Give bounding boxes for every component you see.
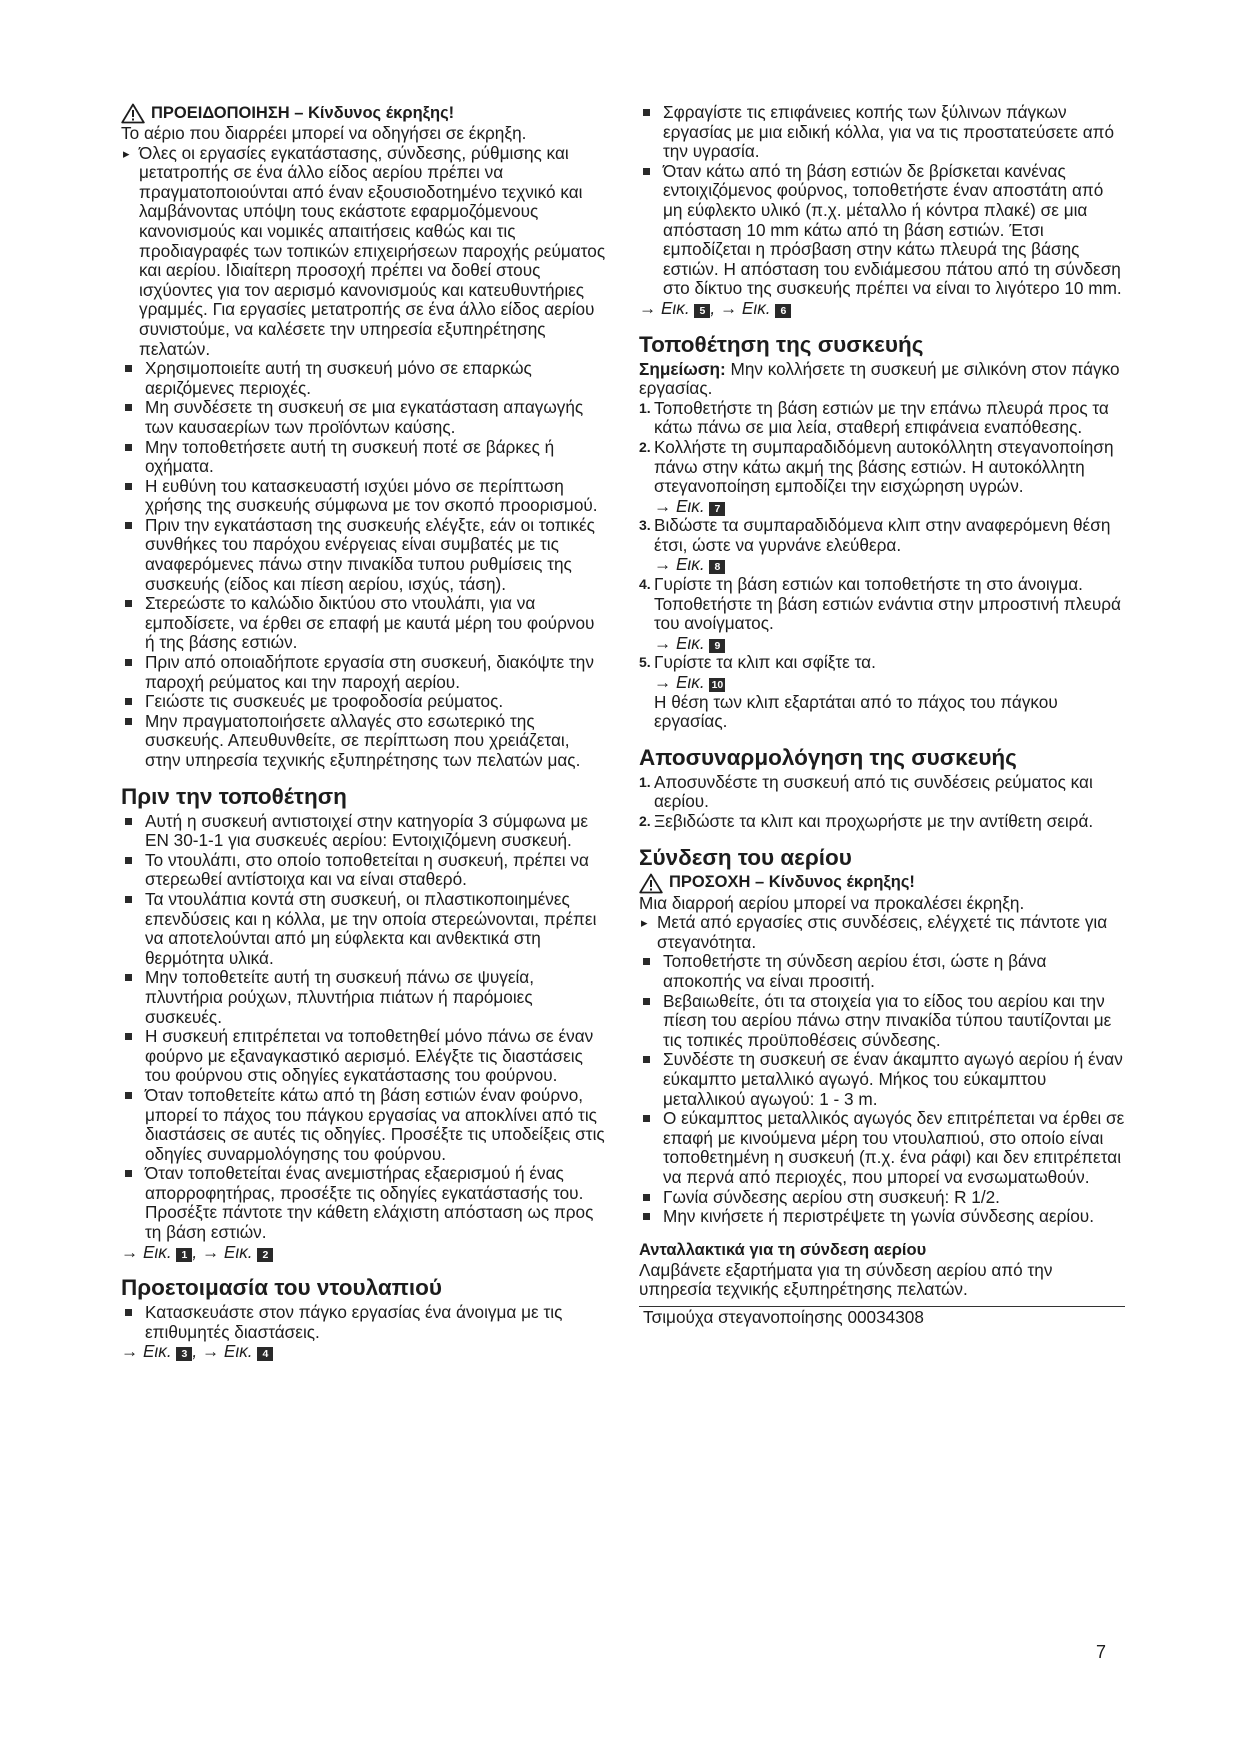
warning-title-row (121, 103, 608, 124)
caution-title: ΠΡΟΣΟΧΗ – Κίνδυνος έκρηξης! (669, 873, 915, 892)
list-item: Στερεώστε το καλώδιο δικτύου στο ντουλάπι, για να εμποδίσετε, να έρθει σε επαφή με καυτά μέρη του φούρνου ή της βάσης εστιών. (121, 594, 608, 653)
list-item: Μην κινήσετε ή περιστρέψετε τη γωνία σύνδεσης αερίου. (639, 1207, 1125, 1227)
page-number: 7 (1096, 1642, 1107, 1662)
step-item: 3. Βιδώστε τα συμπαραδιδόμενα κλιπ στην αναφερόμενη θέση έτσι, ώστε να γυρνάνε ελεύθερα. → Εικ. 8 (639, 516, 1125, 575)
figure-badge: 1 (176, 1248, 192, 1262)
warning-triangle-icon (639, 873, 663, 894)
step-item: 2. Κολλήστε τη συμπαραδιδόμενη αυτοκόλλητη στεγανοποίηση πάνω στην κάτω ακμή της βάσης εστιών. Η αυτοκόλλητη στεγανοποίηση εμποδίζει την εισχώρηση υγρών. → Εικ. 7 (639, 438, 1125, 516)
section-heading-placement: Τοποθέτηση της συσκευής (639, 331, 924, 357)
caution-text: Μια διαρροή αερίου μπορεί να προκαλέσει έκρηξη. (639, 892, 1025, 913)
list-item: Πριν την εγκατάσταση της συσκευής ελέγξτε, εάν οι τοπικές συνθήκες του παρόχου ενέργειας είναι συμβατές με τις αναφερόμενες πάνω στην πινακίδα τυπου ρυθμίσεις της συσκευής (είδος και πίεση αερίου, ισχύς, τάση). (121, 516, 608, 594)
list-item: Χρησιμοποιείτε αυτή τη συσκευή μόνο σε επαρκώς αεριζόμενες περιοχές. (121, 359, 608, 398)
list-item: Πριν από οποιαδήποτε εργασία στη συσκευή, διακόψτε την παροχή ρεύματος και την παροχή αερίου. (121, 653, 608, 692)
spares-text: Λαμβάνετε εξαρτήματα για τη σύνδεση αερίου από την υπηρεσία τεχνικής εξυπηρέτησης πελατών. (639, 1259, 1053, 1300)
left-column (121, 103, 608, 1362)
step-item: 4. Γυρίστε τη βάση εστιών και τοποθετήστε τη στο άνοιγμα. Τοποθετήστε τη βάση εστιών ενάντια στην μπροστινή πλευρά του ανοίγματος. → Εικ. 9 (639, 575, 1125, 653)
figure-badge: 4 (257, 1347, 273, 1361)
list-item: Αυτή η συσκευή αντιστοιχεί στην κατηγορία 3 σύμφωνα με EN 30-1-1 για συσκευές αερίου: Εντοιχιζόμενη συσκευή. (121, 812, 608, 851)
figure-badge: 8 (709, 560, 725, 574)
disassembly-steps (639, 773, 1125, 832)
list-item: Σφραγίστε τις επιφάνειες κοπής των ξύλινων πάγκων εργασίας με μια ειδική κόλλα, για να τις προστατεύσετε από την υγρασία. (639, 103, 1125, 162)
note (639, 360, 1125, 399)
note-text: Μην κολλήσετε τη συσκευή με σιλικόνη στον πάγκο εργασίας. (639, 358, 1120, 399)
list-item: Όταν κάτω από τη βάση εστιών δε βρίσκεται κανένας εντοιχιζόμενος φούρνος, τοποθετήστε έναν αποστάτη από μη εύφλεκτο υλικό (π.χ. μέταλλο ή κόντρα πλακέ) σε μια απόσταση 10 mm κάτω από τη βάση εστιών. Έτσι εμποδίζεται η πρόσβαση στην κάτω πλευρά της βάσης εστιών. Η απόσταση του ενδιάμεσου πάτου από τη σύνδεση στο δίκτυο της συσκευής πρέπει να είναι το λιγότερο 10 mm. (639, 162, 1125, 299)
section-heading-before-install: Πριν την τοποθέτηση (121, 783, 347, 809)
section-heading-disassembly: Αποσυναρμολόγηση της συσκευής (639, 744, 1017, 770)
list-item: Όταν τοποθετείται ένας ανεμιστήρας εξαερισμού ή ένας απορροφητήρας, προσέξτε τις οδηγίες εγκατάστασής του. Προσέξτε πάντοτε την κάθετη ελάχιστη απόσταση ως προς τη βάση εστιών. (121, 1164, 608, 1242)
figure-badge: 10 (709, 678, 725, 692)
list-item: Μην τοποθετήσετε αυτή τη συσκευή ποτέ σε βάρκες ή οχήματα. (121, 438, 608, 477)
right-column (639, 103, 1125, 1327)
figure-badge: 2 (257, 1248, 273, 1262)
step-item: 1. Αποσυνδέστε τη συσκευή από τις συνδέσεις ρεύματος και αερίου. (639, 771, 1093, 812)
figure-reference: → Εικ. 10 (654, 673, 1125, 693)
top-list (639, 103, 1125, 299)
figure-reference: → Εικ. 7 (654, 497, 1125, 517)
warning-action: ▸ Όλες οι εργασίες εγκατάστασης, σύνδεσης, ρύθμισης και μετατροπής σε ένα άλλο είδος αερίου πρέπει να πραγματοποιούνται από έναν εξουσιοδοτημένο τεχνικό και λαμβάνοντας υπόψη τους εκάστοτε εφαρμοζόμενους κανονισμούς και νομικές απαιτήσεις καθώς και τις προδιαγραφές των τοπικών επιχειρήσεων παροχής ρεύματος και αερίου. Ιδιαίτερη προσοχή πρέπει να δοθεί στους ισχύοντες για τον αερισμό κανονισμούς και κατευθυντήριες γραμμές. Για εργασίες μετατροπής σε ένα άλλο είδος αερίου συνιστούμε, να καλέσετε την υπηρεσία εξυπηρέτησης πελατών. (121, 144, 608, 360)
warning-triangle-icon (121, 103, 145, 124)
list-item: Συνδέστε τη συσκευή σε έναν άκαμπτο αγωγό αερίου ή έναν εύκαμπτο μεταλλικό αγωγό. Μήκος του εύκαμπτου μεταλλικού αγωγού: 1 - 3 m. (639, 1050, 1125, 1109)
list-item: Μην τοποθετείτε αυτή τη συσκευή πάνω σε ψυγεία, πλυντήρια ρούχων, πλυντήρια πιάτων ή παρόμοιες συσκευές. (121, 968, 608, 1027)
figure-reference: → Εικ. 3 , → Εικ. 4 (121, 1342, 608, 1362)
list-item: Γειώστε τις συσκευές με τροφοδοσία ρεύματος. (121, 692, 608, 712)
list-item: Κατασκευάστε στον πάγκο εργασίας ένα άνοιγμα με τις επιθυμητές διαστάσεις. (121, 1303, 608, 1342)
step-item: 1. Τοποθετήστε τη βάση εστιών με την επάνω πλευρά προς τα κάτω πάνω σε μια λεία, σταθερή επιφάνεια εναπόθεσης. (639, 397, 1109, 438)
figure-badge: 7 (709, 502, 725, 516)
list-item: Όταν τοποθετείτε κάτω από τη βάση εστιών έναν φούρνο, μπορεί το πάχος του πάγκου εργασίας να αποκλίνει από τις διαστάσεις σε αυτές τις οδηγίες. Προσέξτε τις υποδείξεις στις οδηγίες συναρμολόγησης του φούρνου. (121, 1086, 608, 1164)
figure-badge: 9 (709, 639, 725, 653)
section-heading-cabinet: Προετοιμασία του ντουλαπιού (121, 1275, 442, 1301)
caution-action: ▸ Μετά από εργασίες στις συνδέσεις, ελέγχετέ τις πάντοτε για στεγανότητα. (639, 913, 1125, 952)
safety-list (121, 359, 608, 770)
section-heading-spares: Ανταλλακτικά για τη σύνδεση αερίου (639, 1240, 927, 1259)
figure-reference: → Εικ. 8 (654, 555, 1125, 575)
cabinet-list (121, 1303, 608, 1342)
list-item: Ο εύκαμπτος μεταλλικός αγωγός δεν επιτρέπεται να έρθει σε επαφή με κινούμενα μέρη του ντουλαπιού, στο οποίο είναι τοποθετημένη η συσκευή (π.χ. ένα ράφι) και δεν επιτρέπεται να περνά από περιοχές, που μπορεί να ενσωματωθούν. (639, 1109, 1125, 1187)
step-item: 5. Γυρίστε τα κλιπ και σφίξτε τα. → Εικ. 10 Η θέση των κλιπ εξαρτάται από το πάχος του πάγκου εργασίας. (639, 653, 1125, 731)
list-item: Τοποθετήστε τη σύνδεση αερίου έτσι, ώστε η βάνα αποκοπής να είναι προσιτή. (639, 952, 1125, 991)
list-item: Η ευθύνη του κατασκευαστή ισχύει μόνο σε περίπτωση χρήσης της συσκευής σύμφωνα με τον σκοπό προορισμού. (121, 477, 608, 516)
list-item: Η συσκευή επιτρέπεται να τοποθετηθεί μόνο πάνω σε έναν φούρνο με εξαναγκαστικό αερισμό. Ελέγξτε τις διαστάσεις του φούρνου στις οδηγίες εγκατάστασης του φούρνου. (121, 1027, 608, 1086)
note-label: Σημείωση: (639, 358, 726, 379)
placement-steps (639, 399, 1125, 732)
list-item: Το ντουλάπι, στο οποίο τοποθετείται η συσκευή, πρέπει να στερεωθεί αντίστοιχα και να είναι σταθερό. (121, 851, 608, 890)
list-item: Τα ντουλάπια κοντά στη συσκευή, οι πλαστικοποιημένες επενδύσεις και η κόλλα, με την οποία στερεώνονται, πρέπει να αποτελούνται από μη εύφλεκτα και ανθεκτικά στη θερμότητα υλικά. (121, 890, 608, 968)
figure-badge: 5 (694, 304, 710, 318)
list-item: Βεβαιωθείτε, ότι τα στοιχεία για το είδος του αερίου και την πίεση του αερίου πάνω στην πινακίδα τύπου ταυτίζονται με τις τοπικές προϋποθέσεις σύνδεσης. (639, 992, 1125, 1051)
list-item: Μη συνδέσετε τη συσκευή σε μια εγκατάσταση απαγωγής των καυσαερίων των προϊόντων καύσης. (121, 398, 608, 437)
before-install-list (121, 812, 608, 1243)
spare-part-row: Τσιμούχα στεγανοποίησης 00034308 (639, 1306, 1125, 1328)
step-note: Η θέση των κλιπ εξαρτάται από το πάχος του πάγκου εργασίας. (654, 691, 1058, 732)
list-item: Γωνία σύνδεσης αερίου στη συσκευή: R 1/2. (639, 1188, 1125, 1208)
figure-reference: → Εικ. 9 (654, 634, 1125, 654)
figure-badge: 6 (775, 304, 791, 318)
figure-reference: → Εικ. 5 , → Εικ. 6 (639, 299, 1125, 319)
warning-title: ΠΡΟΕΙΔΟΠΟΙΗΣΗ – Κίνδυνος έκρηξης! (151, 103, 455, 122)
gas-list (639, 952, 1125, 1226)
list-item: Μην πραγματοποιήσετε αλλαγές στο εσωτερικό της συσκευής. Απευθυνθείτε, σε περίπτωση που χρειάζεται, στην υπηρεσία τεχνικής εξυπηρέτησης των πελατών μας. (121, 712, 608, 771)
warning-text: Το αέριο που διαρρέει μπορεί να οδηγήσει σε έκρηξη. (121, 123, 527, 143)
figure-badge: 3 (176, 1347, 192, 1361)
caution-title-row (639, 873, 1125, 894)
figure-reference: → Εικ. 1 , → Εικ. 2 (121, 1243, 608, 1263)
step-item: 2. Ξεβιδώστε τα κλιπ και προχωρήστε με την αντίθετη σειρά. (639, 811, 1094, 831)
section-heading-gas: Σύνδεση του αερίου (639, 844, 852, 870)
